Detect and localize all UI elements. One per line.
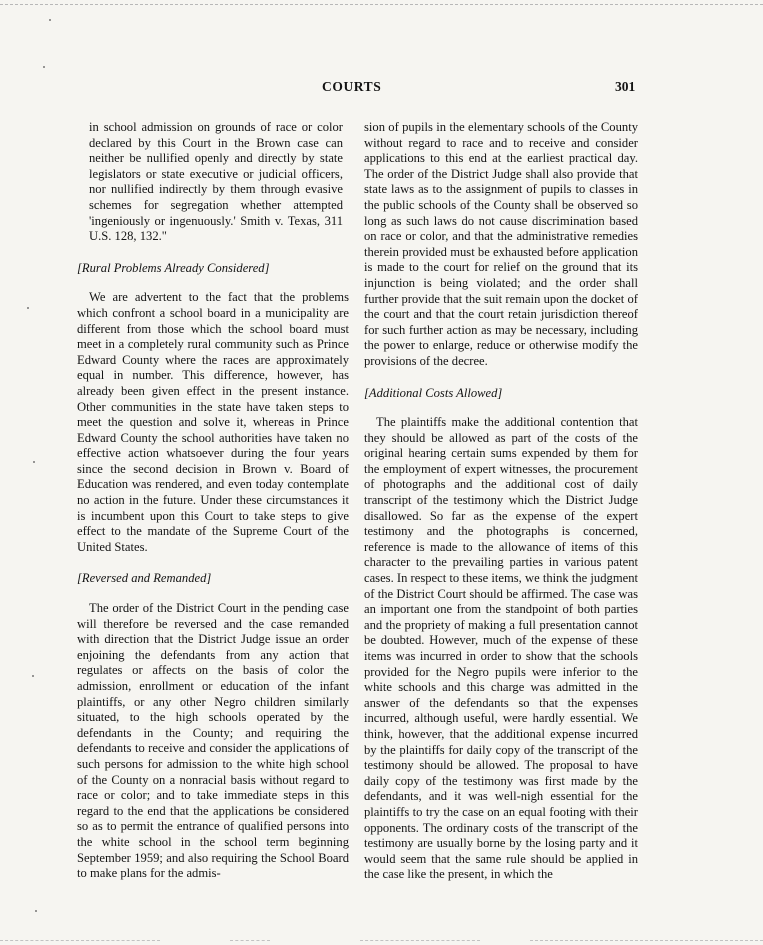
section-heading-rural-problems: [Rural Problems Already Considered] <box>77 260 270 275</box>
scan-speck <box>32 675 34 677</box>
bottom-border <box>530 940 763 941</box>
top-border <box>0 4 763 5</box>
right-column <box>364 120 638 883</box>
scan-speck <box>27 307 29 309</box>
bottom-border <box>360 940 480 941</box>
section-heading-additional-costs: [Additional Costs Allowed] <box>364 385 503 400</box>
paragraph-additional-costs: The plaintiffs make the additional contention that they should be allowed as part of the costs of the original hearing certain sums expended by them for the employment of expert witnesses, the procurement of photographs and the additional cost of daily transcript of the testimony which the District Judge disallowed. So far as the expense of the expert testimony and the photographs is concerned, reference is made to the allowance of items of this character to the prevailing parties in various patent cases. In respect to these items, we think the judgment of the District Court should be affirmed. The case was an important one from the standpoint of both parties and the propriety of making a full presentation cannot be doubted. However, much of the expense of these items was incurred in order to show that the schools provided for the Negro pupils were inferior to the white schools and this charge was admitted in the answer of the defendants so that the expenses incurred, although useful, were hardly essential. We think, however, that the additional expense incurred by the plaintiffs for daily copy of the transcript of the testimony should be allowed. The proposal to have daily copy of the testimony was first made by the defendants, and it was well-nigh essential for the plaintiffs to try the case on an equal footing with their opponents. The ordinary costs of the transcript of the testimony are usually borne by the losing party and it would seem that the same rule should be applied in the case like the present, in which the <box>364 415 638 882</box>
bottom-border <box>230 940 270 941</box>
scan-speck <box>43 66 45 68</box>
left-column <box>77 120 349 882</box>
scan-speck <box>33 461 35 463</box>
section-heading-reversed: [Reversed and Remanded] <box>77 571 212 586</box>
paragraph-order-continuation: sion of pupils in the elementary schools of the County without regard to race and to receive and consider applications to this end at the earliest practical day. The order of the District Judge shall also provide that state laws as to the assignment of pupils to classes in the public schools of the County shall be observed so long as such laws do not cause discrimination based on race or color, and that the administrative remedies therein provided must be exhausted before application is made to the court for relief on the ground that its injunction is being violated; and the order shall further provide that the suit remain upon the docket of the court and that the court retain jurisdiction thereof for such further action as may be necessary, including the power to enlarge, reduce or otherwise modify the provisions of the decree. <box>364 120 638 368</box>
paragraph-reversed: The order of the District Court in the pending case will therefore be reversed and the case remanded with direction that the District Judge issue an order enjoining the defendants from any action that regulates or affects on the basis of color the admission, enrollment or education of the infant plaintiffs, or any other Negro children similarly situated, to the high schools operated by the defendants in the County; and requiring the defendants to receive and consider the applications of such persons for admission to the white high school of the County on a nonracial basis without regard to race or color; and to take immediate steps in this regard to the end that the applications be considered so as to permit the entrance of qualified persons into the white school in the school term beginning September 1959; and also requiring the School Board to make plans for the admis- <box>77 601 349 881</box>
scan-speck <box>49 19 51 21</box>
page-number: 301 <box>615 79 636 94</box>
quote-continuation: in school admission on grounds of race or color declared by this Court in the Brown case can neither be nullified openly and directly by state legislators or state executive or judicial officers, nor nullified indirectly by them through evasive schemes for segregation whether attempted 'ingeniously or ingenuously.' Smith v. Texas, 311 U.S. 128, 132." <box>89 120 343 244</box>
scan-speck <box>35 910 37 912</box>
bottom-border <box>0 940 160 941</box>
paragraph-rural-problems: We are advertent to the fact that the problems which confront a school board in a municipality are different from those which the school board must meet in a completely rural community such as Prince Edward County where the races are approximately equal in number. This difference, however, has already been given effect in the present instance. Other communities in the state have taken steps to meet the question and solve it, whereas in Prince Edward County the school authorities have taken no effective action whatsoever during the four years since the second decision in Brown v. Board of Education was rendered, and even today contemplate no action in the future. Under these circumstances it is incumbent upon this Court to take steps to give effect to the mandate of the Supreme Court of the United States. <box>77 290 349 554</box>
page-header <box>0 79 763 97</box>
running-title: COURTS <box>322 79 382 94</box>
